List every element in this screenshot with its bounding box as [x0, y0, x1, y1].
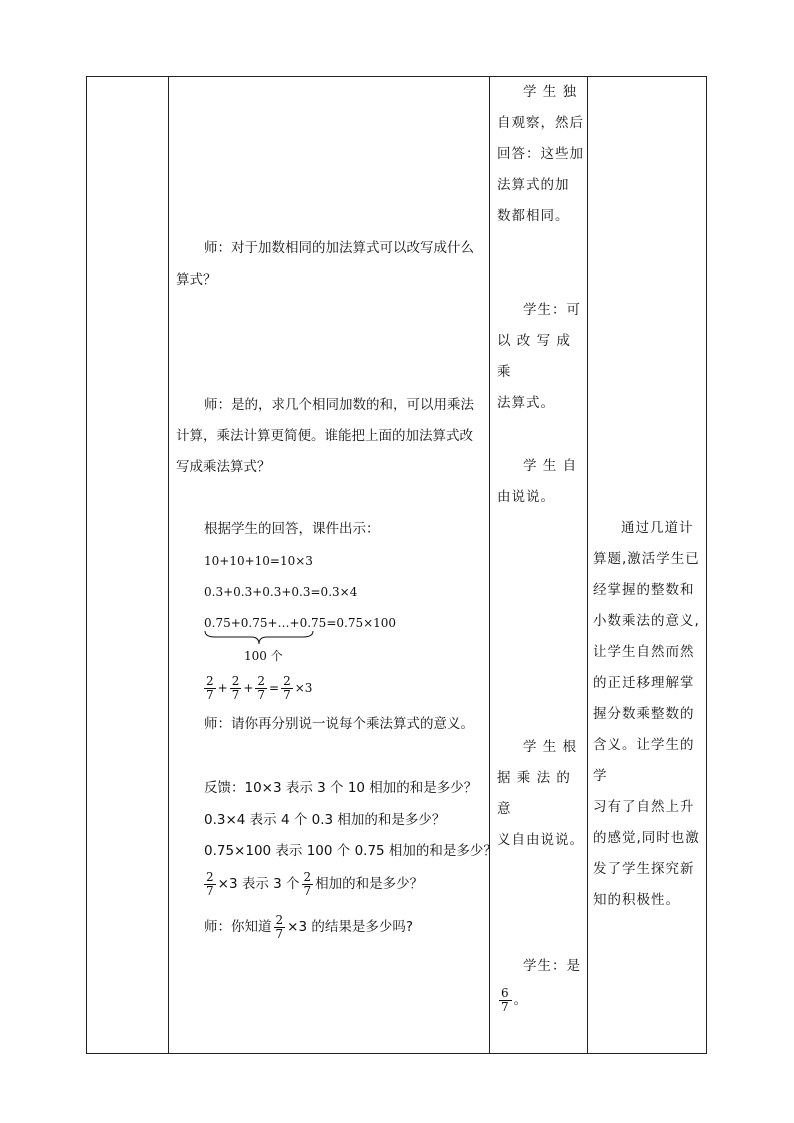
feedback-3: 0.75×100 表示 100 个 0.75 相加的和是多少？ — [204, 843, 497, 859]
feedback-1: 反馈：10×3 表示 3 个 10 相加的和是多少？ — [204, 780, 478, 796]
equation-2: 0.3+0.3+0.3+0.3=0.3×4 — [204, 585, 358, 599]
student-response-5: 学生：是 $\frac{6}{7}$ 。 — [501, 958, 581, 1014]
fraction: $\frac{2}{7}$ — [206, 673, 214, 702]
equation-1: 10+10+10=10×3 — [204, 554, 313, 568]
feedback-4: $\frac{2}{7}$ ×3 表示 3 个 $\frac{2}{7}$ 相加的和是多少？ — [206, 869, 424, 898]
fraction: $\frac{2}{7}$ — [275, 912, 284, 941]
column-divider — [489, 77, 490, 1053]
student-response-1: 学 生 独 自观察，然后 回答：这些加 法算式的加 数都相同。 — [497, 84, 584, 224]
teacher-question-2-line2: 计算，乘法计算更简便。谁能把上面的加法算式改 — [176, 428, 473, 444]
student-response-2: 学生：可 以 改 写 成 乘 法算式。 — [497, 302, 581, 411]
column-divider — [587, 77, 588, 1053]
equation-4: $\frac{2}{7}$ + $\frac{2}{7}$ + $\frac{2}{7}$ = $\frac{2}{7}$ ×3 — [206, 673, 313, 702]
fraction: $\frac{2}{7}$ — [283, 673, 291, 702]
underbrace — [203, 629, 315, 647]
student-response-4: 学 生 根 据 乘 法 的 意 义自由说说。 — [497, 739, 584, 848]
fraction: $\frac{2}{7}$ — [303, 869, 312, 898]
ask-meaning: 师：请你再分别说一说每个乘法算式的意义。 — [204, 716, 474, 732]
teacher-question-2-line1: 师：是的，求几个相同加数的和，可以用乘法 — [204, 397, 474, 413]
feedback-2: 0.3×4 表示 4 个 0.3 相加的和是多少？ — [204, 812, 446, 828]
column-divider — [168, 77, 169, 1053]
final-question: 师：你知道 $\frac{2}{7}$ ×3 的结果是多少吗? — [204, 912, 413, 941]
teacher-question-2-line3: 写成乘法算式？ — [176, 459, 271, 475]
fraction: $\frac{2}{7}$ — [206, 869, 214, 898]
brace-label: 100 个 — [244, 649, 283, 663]
fraction: $\frac{2}{7}$ — [231, 673, 240, 702]
teacher-question-1-line2: 算式？ — [176, 272, 217, 288]
student-response-3: 学 生 自 由说说。 — [497, 458, 578, 505]
fraction: $\frac{6}{7}$ — [501, 985, 510, 1014]
courseware-intro: 根据学生的回答，课件出示： — [204, 521, 380, 537]
equation-3: 0.75+0.75+…+0.75=0.75×100 — [204, 616, 397, 630]
teacher-question-1-line1: 师：对于加数相同的加法算式可以改写成什么 — [204, 240, 474, 256]
design-intent: 通过几道计 算题,激活学生已 经掌握的整数和 小数乘法的意义, 让学生自然而然 的正迁移理解掌 握分数乘整数的 含义。让学生的学 习有了自然上升 的感觉,同时也激 发了学生探究新 知的积极性。 — [593, 520, 700, 908]
fraction: $\frac{2}{7}$ — [257, 673, 266, 702]
